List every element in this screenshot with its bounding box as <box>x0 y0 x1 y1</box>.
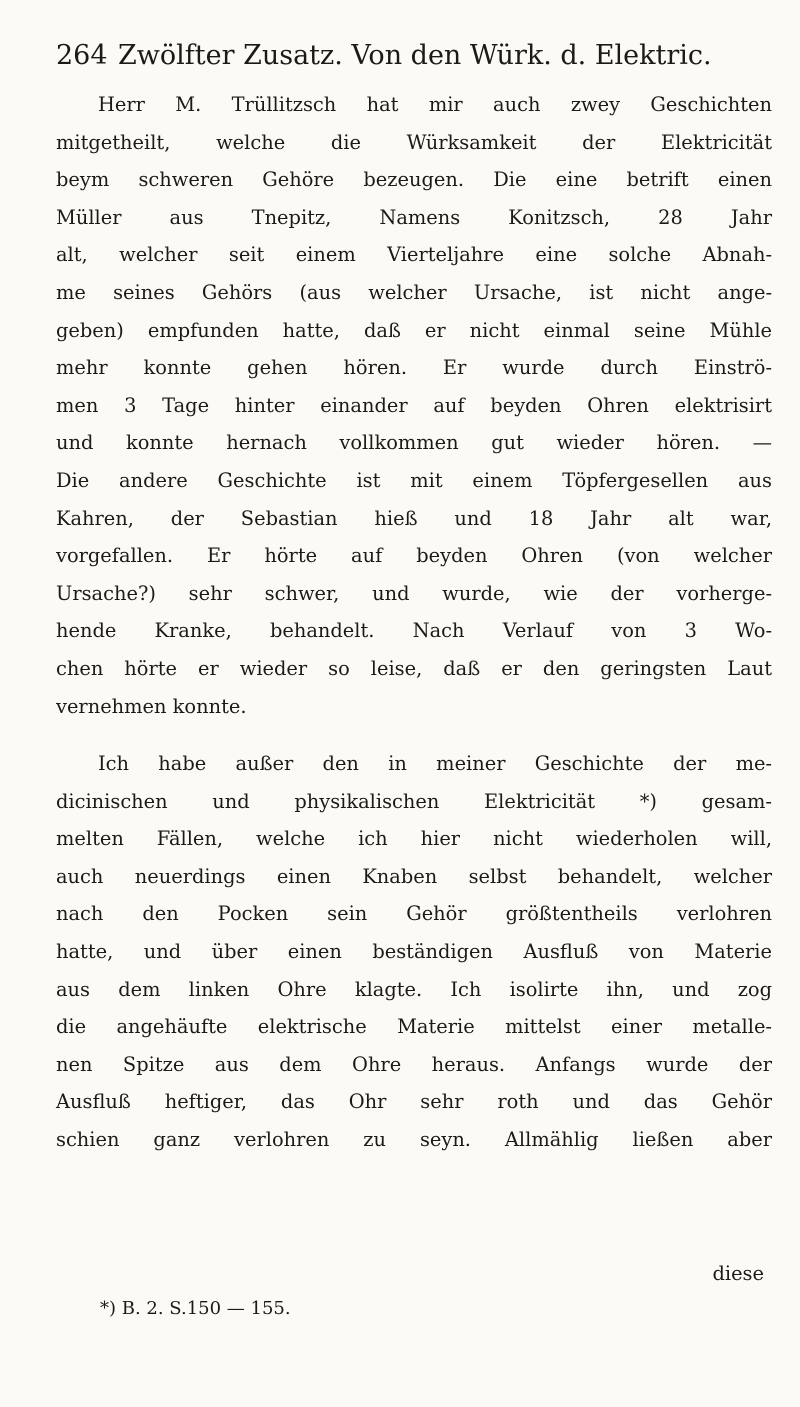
text-line: Herr M. Trüllitzsch hat mir auch zwey Geschichten <box>98 93 772 116</box>
text-line: men 3 Tage hinter einander auf beyden Ohren elektrisirt <box>56 393 772 417</box>
text-line: beym schweren Gehöre bezeugen. Die eine betrift einen <box>56 168 772 192</box>
text-line: nen Spitze aus dem Ohre heraus. Anfangs wurde der <box>56 1052 772 1076</box>
text-line: geben) empfunden hatte, daß er nicht einmal seine Mühle <box>56 318 772 342</box>
text-line: vorgefallen. Er hörte auf beyden Ohren (von welcher <box>56 544 772 568</box>
body-text <box>56 86 772 1159</box>
text-line: Kahren, der Sebastian hieß und 18 Jahr alt war, <box>56 506 772 530</box>
running-title: Zwölfter Zusatz. Von den Würk. d. Elektric. <box>118 40 712 71</box>
text-line: dicinischen und physikalischen Elektricität *) gesam- <box>56 789 772 813</box>
running-header <box>56 40 768 80</box>
footnote: *) B. 2. S.150 — 155. <box>100 1298 291 1319</box>
text-line: hatte, und über einen beständigen Ausfluß von Materie <box>56 940 772 964</box>
text-line: Ursache?) sehr schwer, und wurde, wie der vorherge- <box>56 581 772 605</box>
text-line: und konnte hernach vollkommen gut wieder hören. — <box>56 431 772 455</box>
paragraph-1 <box>56 86 772 725</box>
text-line: hende Kranke, behandelt. Nach Verlauf von 3 Wo- <box>56 619 772 643</box>
text-line: me seines Gehörs (aus welcher Ursache, ist nicht ange- <box>56 280 772 304</box>
page-number: 264 <box>56 40 108 71</box>
text-line: vernehmen konnte. <box>56 694 247 718</box>
text-line: aus dem linken Ohre klagte. Ich isolirte ihn, und zog <box>56 977 772 1001</box>
text-line: mitgetheilt, welche die Würksamkeit der Elektricität <box>56 130 772 154</box>
text-line: chen hörte er wieder so leise, daß er den geringsten Laut <box>56 656 772 680</box>
text-line: die angehäufte elektrische Materie mittelst einer metalle- <box>56 1015 772 1039</box>
text-line: auch neuerdings einen Knaben selbst behandelt, welcher <box>56 864 772 888</box>
paragraph-gap <box>56 725 772 745</box>
text-line: alt, welcher seit einem Vierteljahre eine solche Abnah- <box>56 243 772 267</box>
text-line: Ich habe außer den in meiner Geschichte der me- <box>98 752 772 776</box>
text-line: schien ganz verlohren zu seyn. Allmählig ließen aber <box>56 1128 772 1152</box>
text-line: Müller aus Tnepitz, Namens Konitzsch, 28 Jahr <box>56 205 772 229</box>
text-line: Die andere Geschichte ist mit einem Töpfergesellen aus <box>56 468 772 492</box>
text-line: melten Fällen, welche ich hier nicht wiederholen will, <box>56 827 772 851</box>
catchword: diese <box>712 1262 764 1285</box>
paragraph-2 <box>56 745 772 1159</box>
text-line: mehr konnte gehen hören. Er wurde durch Einströ- <box>56 356 772 380</box>
text-line: nach den Pocken sein Gehör größtentheils verlohren <box>56 902 772 926</box>
text-line: Ausfluß heftiger, das Ohr sehr roth und das Gehör <box>56 1090 772 1114</box>
